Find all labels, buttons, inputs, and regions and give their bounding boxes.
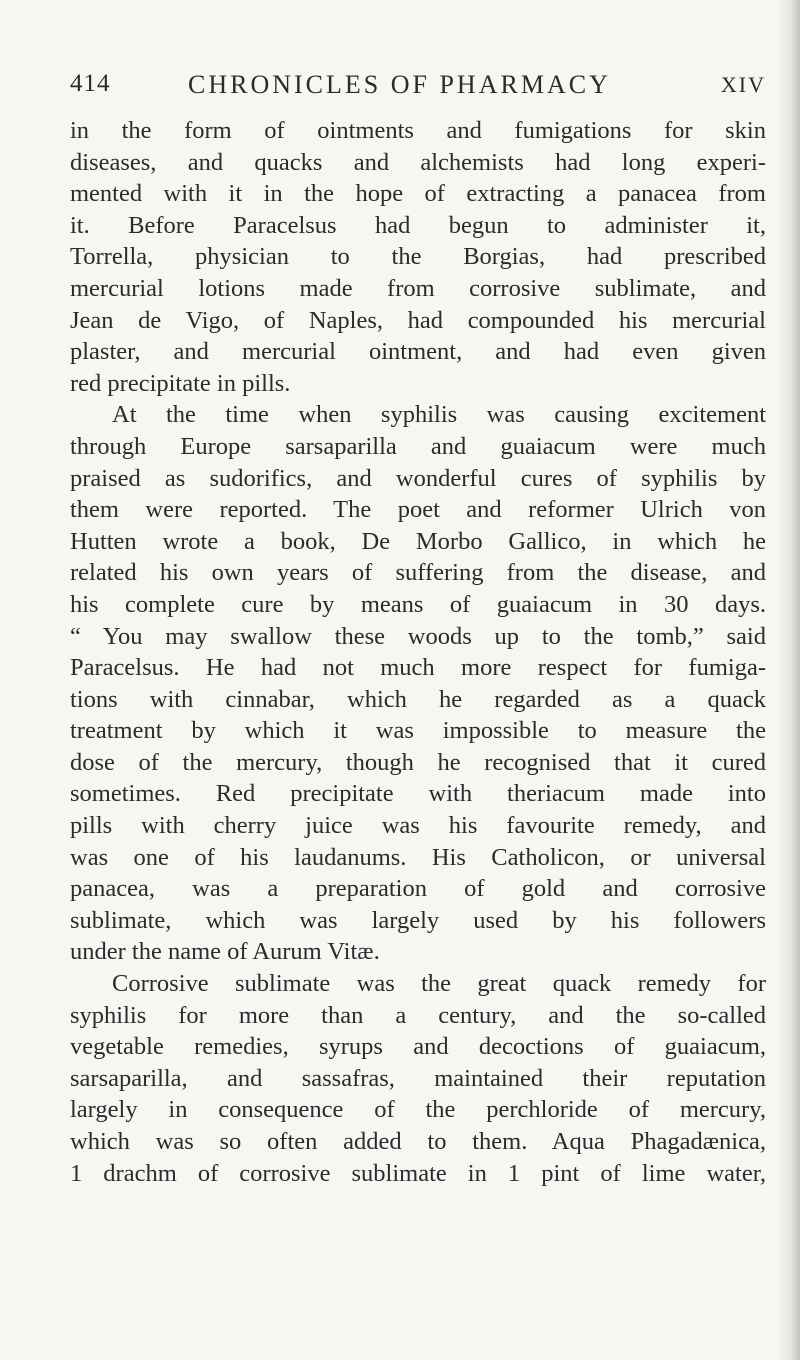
text-line: vegetable remedies, syrups and decoctions of guaiacum, — [70, 1033, 766, 1061]
text-line: syphilis for more than a century, and the so-called — [70, 1001, 766, 1029]
text-line: Corrosive sublimate was the great quack remedy for — [112, 970, 766, 998]
page-edge-shadow — [778, 0, 800, 1360]
text-line: Paracelsus. He had not much more respect for fumiga- — [70, 654, 766, 682]
text-line: Hutten wrote a book, De Morbo Gallico, in which he — [70, 527, 766, 555]
book-title: CHRONICLES OF PHARMACY — [188, 70, 611, 99]
text-line: in the form of ointments and fumigations for skin — [70, 117, 766, 144]
text-line: sarsaparilla, and sassafras, maintained their reputation — [70, 1064, 766, 1092]
text-line: sublimate, which was largely used by his followers — [70, 906, 766, 934]
text-line: mercurial lotions made from corrosive sublimate, and — [70, 274, 766, 302]
chapter-numeral: XIV — [720, 72, 766, 97]
text-line: “ You may swallow these woods up to the tomb,” said — [70, 622, 766, 650]
text-line: 1 drachm of corrosive sublimate in 1 pint of lime water, — [70, 1159, 766, 1187]
text-line: them were reported. The poet and reformer Ulrich von — [70, 496, 766, 524]
text-line: mented with it in the hope of extracting a panacea from — [70, 180, 766, 208]
text-line: dose of the mercury, though he recognised that it cured — [70, 748, 766, 776]
text-line: through Europe sarsaparilla and guaiacum were much — [70, 432, 766, 460]
text-line: which was so often added to them. Aqua Phagadænica, — [70, 1128, 766, 1155]
text-line: treatment by which it was impossible to measure the — [70, 717, 766, 745]
text-line: panacea, was a preparation of gold and corrosive — [70, 875, 766, 903]
text-line: sometimes. Red precipitate with theriacum made into — [70, 780, 766, 808]
text-line: largely in consequence of the perchloride of mercury, — [70, 1096, 766, 1124]
text-line: praised as sudorifics, and wonderful cures of syphilis by — [70, 464, 766, 492]
text-line: under the name of Aurum Vitæ. — [70, 938, 380, 966]
text-line: it. Before Paracelsus had begun to administer it, — [70, 211, 766, 239]
text-line: was one of his laudanums. His Catholicon, or universal — [70, 843, 766, 871]
text-line: pills with cherry juice was his favourite remedy, and — [70, 812, 766, 840]
text-line: related his own years of suffering from the disease, and — [70, 559, 766, 587]
text-line: his complete cure by means of guaiacum in 30 days. — [70, 590, 766, 618]
text-line: red precipitate in pills. — [70, 369, 291, 397]
text-line: At the time when syphilis was causing excitement — [112, 401, 766, 429]
text-line: Torrella, physician to the Borgias, had prescribed — [70, 243, 766, 271]
text-line: plaster, and mercurial ointment, and had even given — [70, 338, 766, 366]
page-number: 414 — [70, 70, 111, 97]
running-head — [70, 70, 766, 110]
text-line: Jean de Vigo, of Naples, had compounded his mercurial — [70, 306, 766, 334]
body-text — [70, 115, 766, 1189]
text-line: diseases, and quacks and alchemists had long experi- — [70, 148, 766, 176]
text-line: tions with cinnabar, which he regarded as a quack — [70, 685, 766, 713]
